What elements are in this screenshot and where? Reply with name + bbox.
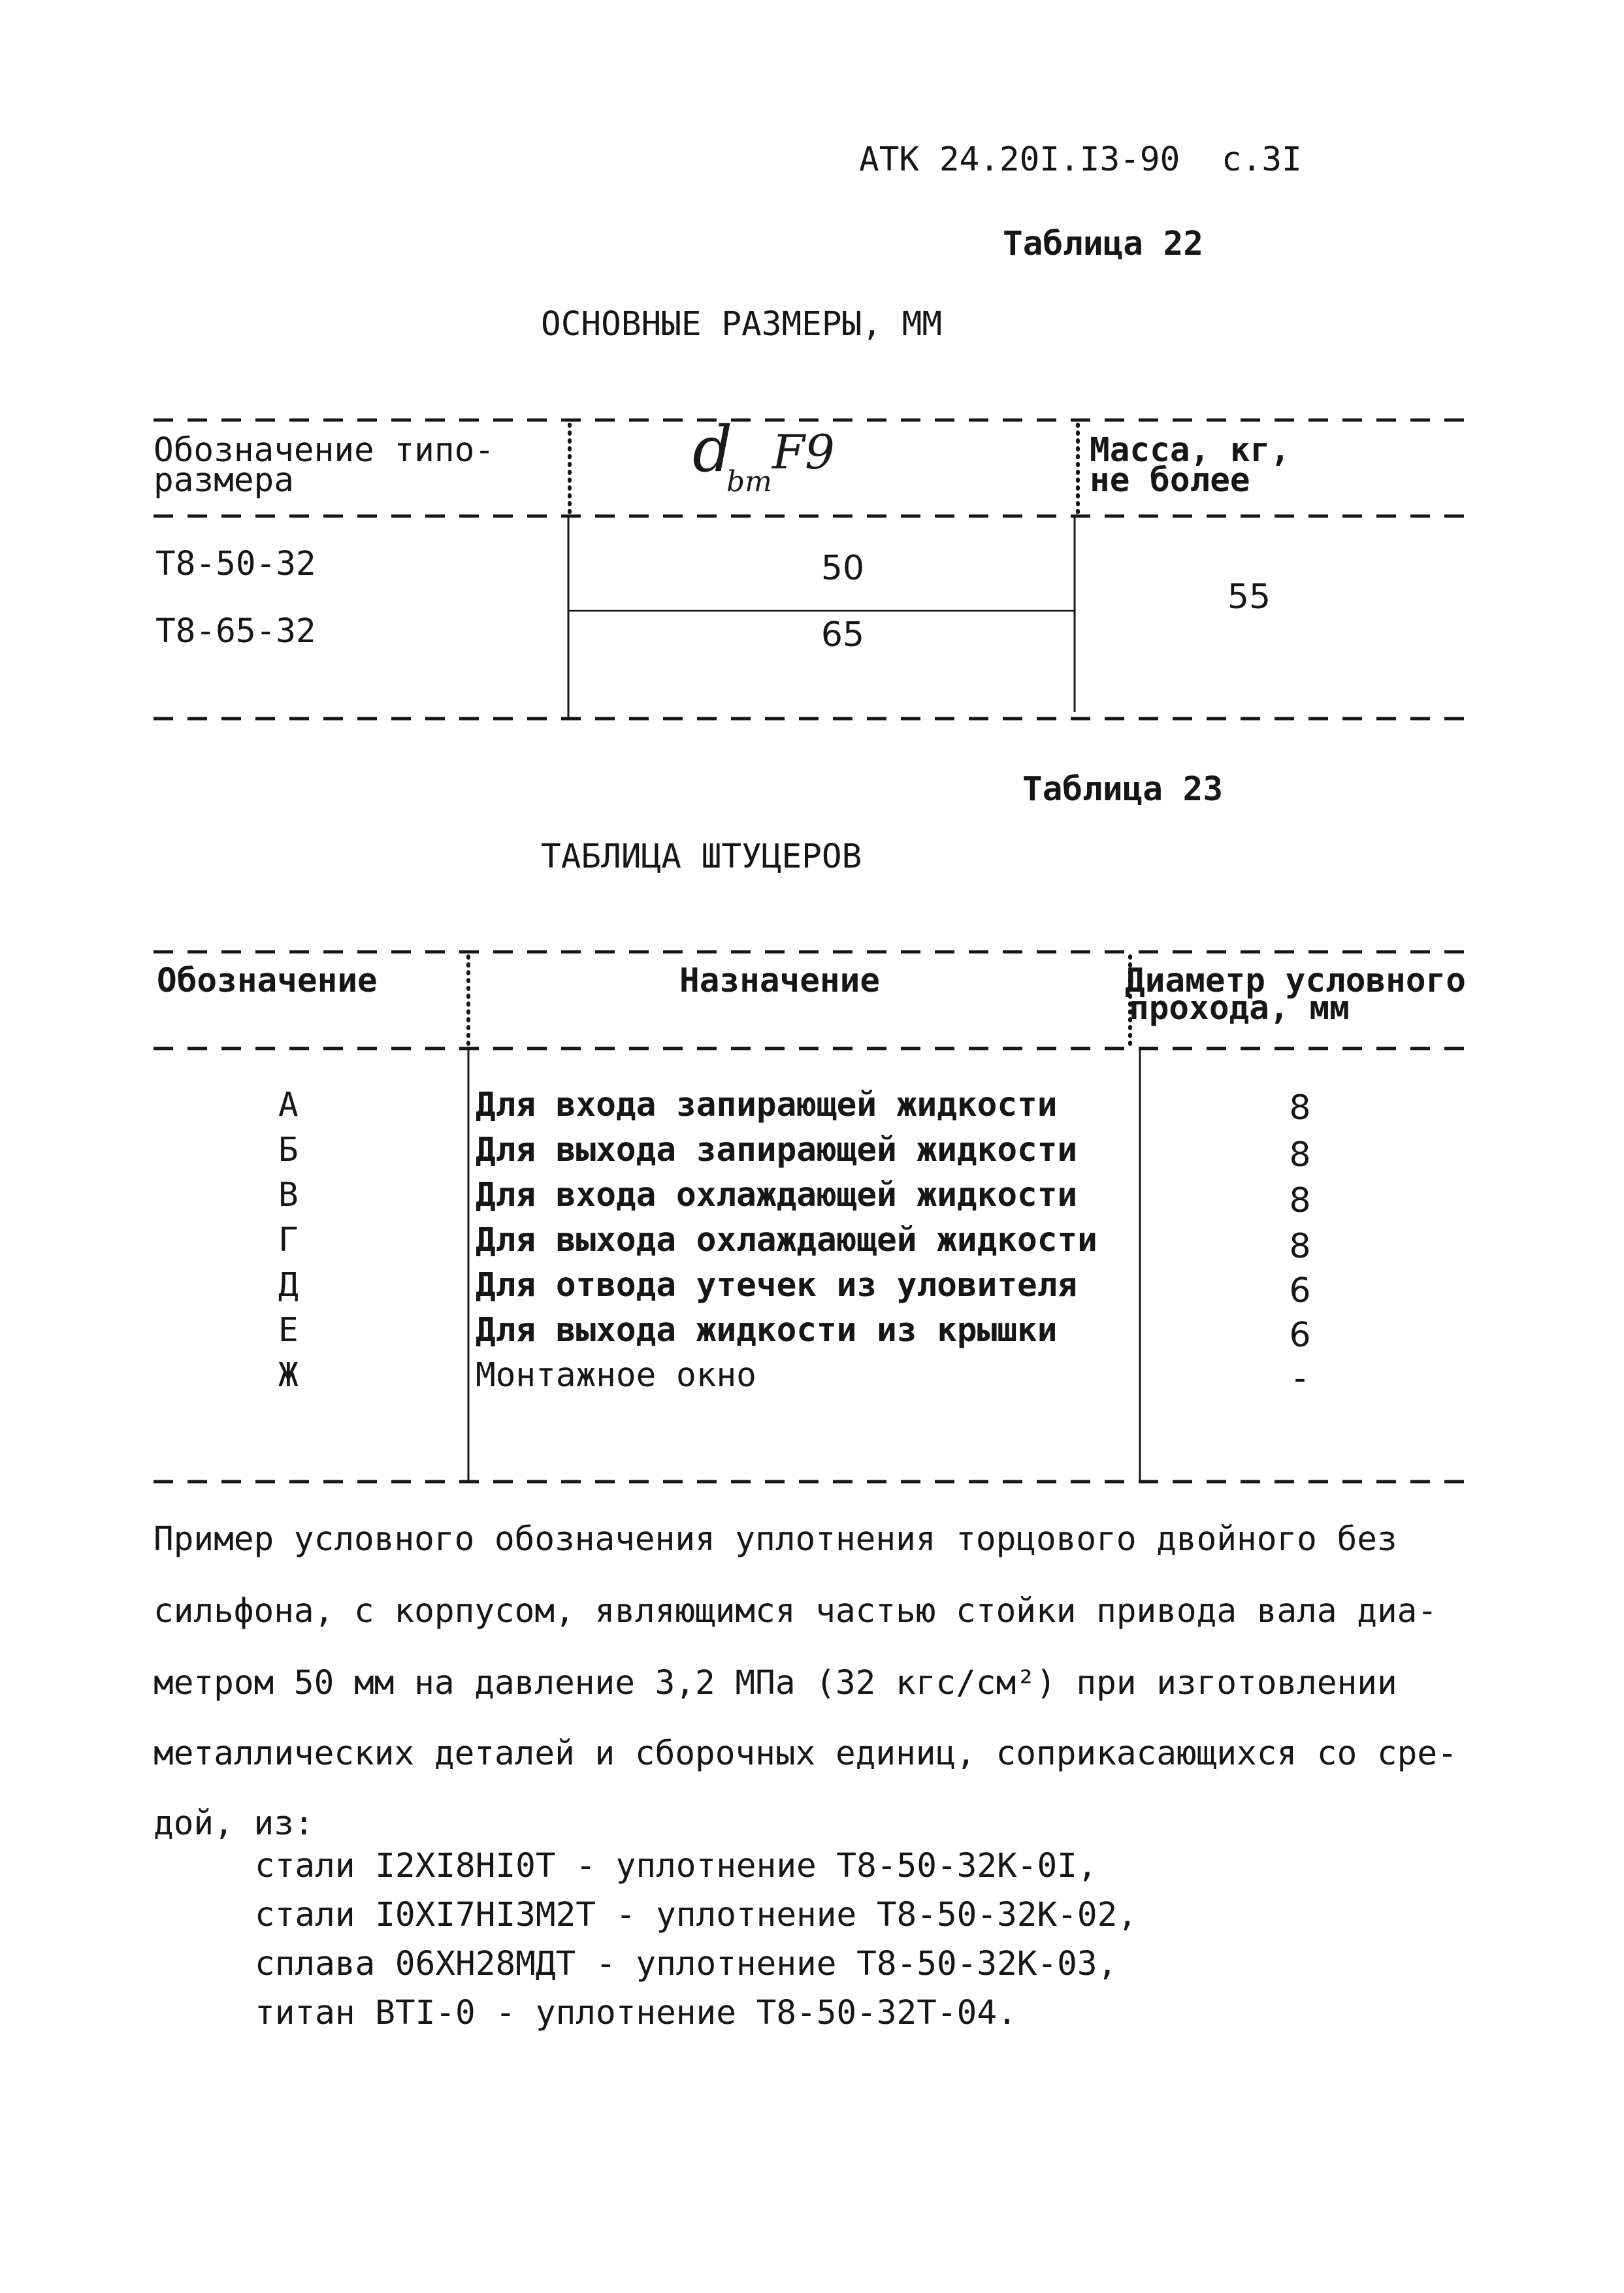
table23-row-purpose: Монтажное окно [476, 1356, 756, 1395]
table23-row-purpose: Для входа запирающей жидкости [476, 1086, 1058, 1124]
table23-row-code: А [278, 1086, 299, 1124]
list-item: стали I2ХI8НI0Т - уплотнение Т8-50-32К-0I, [255, 1847, 1097, 1885]
list-item: сплава 06ХН28МДТ - уплотнение Т8-50-32К-03, [255, 1945, 1118, 1983]
table22-row1-designation: Т8-50-32 [155, 545, 316, 583]
table22-mass-value: 55 [1227, 577, 1271, 617]
table22-label: Таблица 22 [1003, 225, 1204, 263]
list-item: стали I0ХI7НI3М2Т - уплотнение Т8-50-32К-02, [255, 1896, 1138, 1934]
table23-header-diameter-line1: Диаметр условного [1125, 962, 1466, 1000]
table22-row2-diameter: 65 [820, 615, 865, 655]
table23-row-code: Б [278, 1131, 299, 1169]
table23-row-purpose: Для отвода утечек из уловителя [476, 1266, 1078, 1305]
table22-col3-header-line2: не более [1090, 461, 1250, 500]
example-line: сильфона, с корпусом, являющимся частью стойки привода вала диа- [154, 1592, 1438, 1631]
table23-row-purpose: Для выхода охлаждающей жидкости [476, 1221, 1097, 1260]
table23-row-diameter: - [1293, 1359, 1307, 1398]
table23-title: ТАБЛИЦА ШТУЦЕРОВ [541, 838, 862, 876]
table22-col1-header-line1: Обозначение типо- [154, 431, 495, 470]
table23-row-code: В [278, 1176, 299, 1214]
table23-row-diameter: 6 [1289, 1271, 1311, 1310]
list-item: титан ВТI-0 - уплотнение Т8-50-32Т-04. [255, 1994, 1017, 2032]
table22-col1-header-line2: размера [154, 461, 294, 500]
table23-label: Таблица 23 [1022, 770, 1224, 809]
table23-row-diameter: 8 [1289, 1227, 1311, 1266]
document-code: АТК 24.20I.I3-90 [859, 140, 1180, 179]
table23-row-code: Ж [278, 1356, 299, 1395]
page-number: с.3I [1222, 140, 1302, 179]
table22-row1-diameter: 50 [820, 549, 865, 588]
table23-row-diameter: 8 [1289, 1181, 1311, 1220]
example-line: метром 50 мм на давление 3,2 МПа (32 кгс/см²) при изготовлении [154, 1664, 1397, 1702]
table22-title: ОСНОВНЫЕ РАЗМЕРЫ, ММ [541, 305, 943, 344]
example-line: Пример условного обозначения уплотнения торцового двойного без [154, 1520, 1397, 1559]
table23-row-code: Е [278, 1311, 299, 1350]
diameter-subscript: bm [726, 465, 772, 498]
table23-row-code: Д [278, 1266, 299, 1305]
table23-row-diameter: 8 [1289, 1088, 1311, 1128]
example-line: металлических деталей и сборочных единиц, соприкасающихся со сре- [154, 1734, 1457, 1773]
table22-col3-header-line1: Масса, кг, [1090, 431, 1291, 470]
table22-row2-designation: Т8-65-32 [155, 612, 316, 651]
table23-row-purpose: Для входа охлаждающей жидкости [476, 1176, 1078, 1214]
table23-header-purpose: Назначение [679, 962, 881, 1000]
diameter-symbol: d [692, 413, 733, 486]
example-line: дой, из: [154, 1804, 314, 1843]
table23-row-code: Г [278, 1221, 299, 1260]
table23-row-diameter: 8 [1289, 1135, 1311, 1175]
table23-header-designation: Обозначение [157, 962, 378, 1000]
table23-header-diameter-line2: прохода, мм [1129, 989, 1350, 1028]
tolerance-field: F9 [772, 425, 835, 480]
table23-row-diameter: 6 [1289, 1316, 1311, 1355]
table23-row-purpose: Для выхода жидкости из крышки [476, 1311, 1058, 1350]
table23-row-purpose: Для выхода запирающей жидкости [476, 1131, 1078, 1169]
